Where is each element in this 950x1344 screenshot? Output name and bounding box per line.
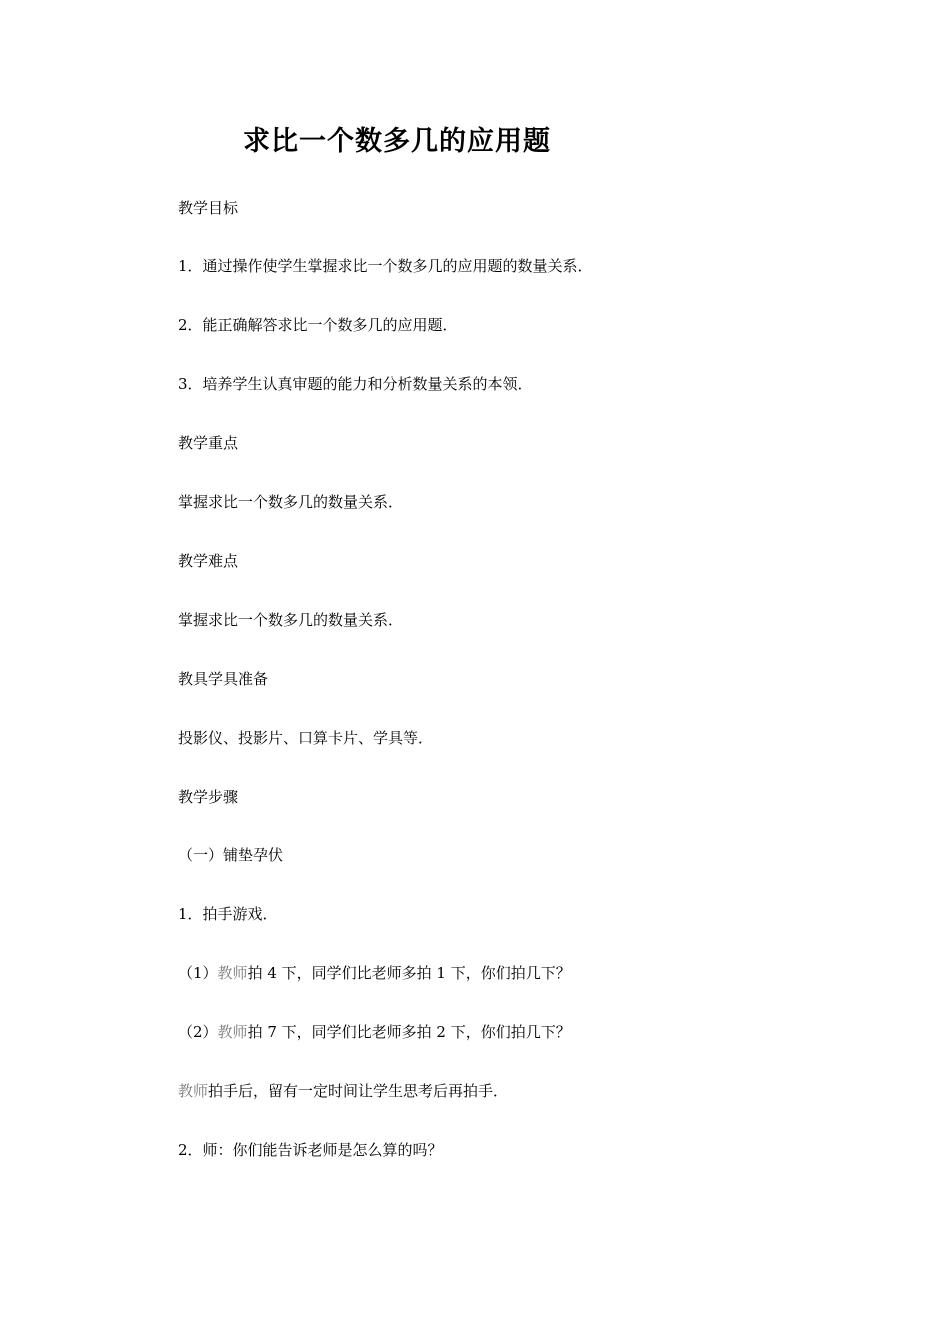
- clap-item-2: [178, 1022, 571, 1042]
- objective-1: 1．通过操作使学生掌握求比一个数多几的应用题的数量关系．: [178, 257, 593, 275]
- objective-2: 2．能正确解答求比一个数多几的应用题．: [178, 316, 458, 334]
- objective-3: 3．培养学生认真审题的能力和分析数量关系的本领．: [178, 375, 533, 393]
- key-text: 掌握求比一个数多几的数量关系．: [178, 493, 404, 511]
- materials-text: 投影仪、投影片、口算卡片、学具等．: [178, 729, 434, 747]
- clap-2-rest: 拍 7 下，同学们比老师多拍 2 下，你们拍几下？: [247, 1023, 571, 1041]
- clap-item-1: [178, 963, 571, 983]
- clap-2-teacher: 教师: [217, 1023, 248, 1041]
- objectives-heading: 教学目标: [178, 199, 239, 217]
- question-2: 2．师：你们能告诉老师是怎么算的吗？: [178, 1141, 443, 1159]
- steps-heading: 教学步骤: [178, 788, 239, 806]
- document-title: 求比一个数多几的应用题: [243, 126, 551, 157]
- clap-game: 1．拍手游戏．: [178, 905, 278, 923]
- after-teacher: 教师: [178, 1082, 209, 1100]
- clap-2-prefix: （2）: [178, 1023, 218, 1041]
- difficulty-text: 掌握求比一个数多几的数量关系．: [178, 611, 404, 629]
- after-clap-note: [178, 1081, 508, 1101]
- materials-heading: 教具学具准备: [178, 670, 269, 688]
- step-1-heading: （一）铺垫孕伏: [178, 846, 284, 864]
- difficulty-heading: 教学难点: [178, 552, 239, 570]
- after-rest: 拍手后，留有一定时间让学生思考后再拍手．: [208, 1082, 509, 1100]
- clap-1-teacher: 教师: [217, 964, 248, 982]
- clap-1-rest: 拍 4 下，同学们比老师多拍 1 下，你们拍几下？: [247, 964, 571, 982]
- clap-1-prefix: （1）: [178, 964, 218, 982]
- key-heading: 教学重点: [178, 434, 239, 452]
